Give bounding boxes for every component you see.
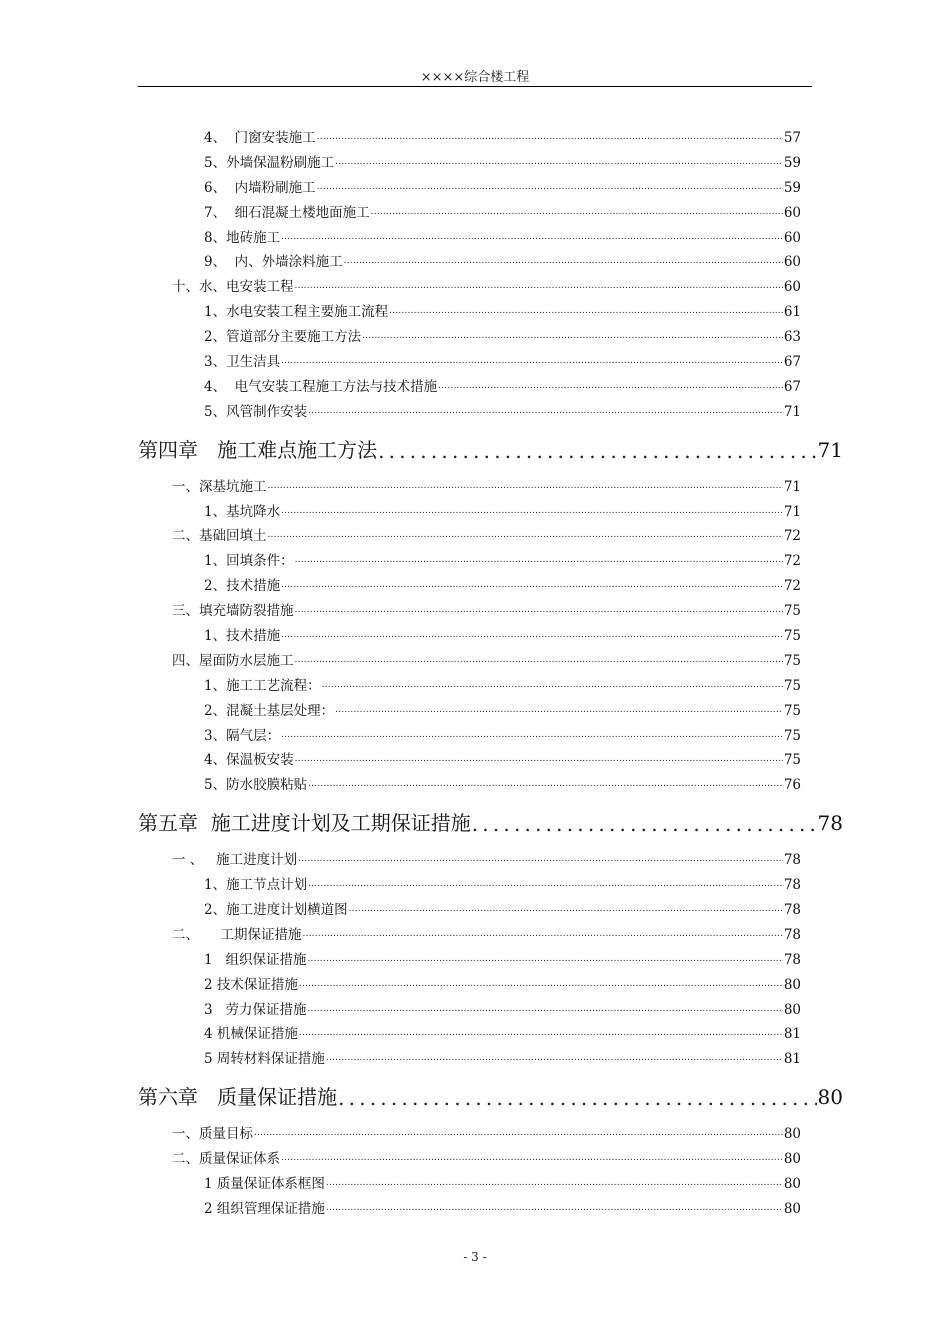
toc-entry-label: 5、外墙保温粉刷施工	[204, 154, 335, 171]
toc-entry[interactable]	[204, 898, 801, 923]
toc-entry-page-number: 67	[783, 354, 801, 370]
toc-entry-label: 4、保温板安装	[204, 752, 294, 769]
toc-entry-page-number: 78	[783, 951, 801, 968]
toc-chapter-entry[interactable]	[138, 804, 843, 842]
toc-entry-page-number: 78	[817, 811, 843, 836]
dot-leader	[295, 607, 783, 617]
toc-entry-page-number: 60	[783, 254, 801, 271]
toc-entry-label: 4、 电气安装工程施工方法与技术措施	[204, 378, 438, 395]
toc-entry[interactable]	[204, 549, 801, 574]
dot-leader	[317, 134, 783, 144]
toc-entry-label: 1、水电安装工程主要施工流程	[204, 304, 389, 321]
toc-entry[interactable]	[204, 226, 801, 251]
toc-entry-page-number: 75	[783, 752, 801, 769]
toc-entry-page-number: 59	[783, 154, 801, 171]
toc-entry[interactable]	[204, 724, 801, 749]
toc-entry[interactable]	[172, 599, 801, 624]
toc-entry-page-number: 75	[783, 628, 801, 645]
dot-leader	[326, 1205, 783, 1215]
toc-entry[interactable]	[204, 998, 801, 1023]
dot-leader	[295, 657, 783, 667]
dot-leader	[317, 184, 783, 194]
toc-entry[interactable]	[204, 325, 801, 350]
dot-leader	[389, 308, 783, 318]
toc-entry[interactable]	[204, 574, 801, 599]
toc-entry-label: 5、防水胶膜粘贴	[204, 777, 308, 794]
toc-entry[interactable]	[172, 848, 801, 873]
page-header-title: ××××综合楼工程	[420, 70, 530, 85]
dot-leader	[298, 856, 783, 866]
toc-entry-label: 三、填充墙防裂措施	[172, 603, 294, 620]
dot-leader	[281, 731, 783, 741]
toc-entry-page-number: 63	[783, 329, 801, 346]
dot-leader	[472, 819, 817, 833]
toc-entry-page-number: 60	[783, 279, 801, 296]
toc-entry[interactable]	[204, 1172, 801, 1197]
toc-entry-page-number: 71	[783, 403, 801, 420]
toc-entry[interactable]	[204, 400, 801, 425]
toc-entry[interactable]	[204, 674, 801, 699]
dot-leader	[281, 507, 783, 517]
dot-leader	[344, 258, 783, 268]
dot-leader	[308, 781, 783, 791]
toc-entry-page-number: 60	[783, 229, 801, 246]
toc-entry-label: 9、 内、外墙涂料施工	[204, 254, 343, 271]
toc-entry-label: 2 技术保证措施	[204, 976, 298, 993]
toc-entry[interactable]	[204, 1197, 801, 1222]
table-of-contents	[0, 126, 950, 1222]
dot-leader	[302, 931, 782, 941]
toc-entry-page-number: 75	[783, 652, 801, 669]
toc-entry-page-number: 78	[783, 877, 801, 894]
toc-entry-label: 第六章 质量保证措施	[138, 1085, 338, 1110]
toc-entry-label: 1、基坑降水	[204, 503, 281, 520]
toc-entry-label: 7、 细石混凝土楼地面施工	[204, 204, 370, 221]
toc-entry-label: 1、回填条件：	[204, 553, 294, 570]
dot-leader	[326, 1055, 783, 1065]
toc-entry-label: 1 组织保证措施	[204, 951, 307, 968]
toc-entry-page-number: 75	[783, 677, 801, 694]
toc-chapter-entry[interactable]	[138, 1078, 843, 1116]
toc-entry-label: 3、卫生洁具	[204, 354, 281, 370]
dot-leader	[268, 483, 783, 493]
toc-entry[interactable]	[204, 1047, 801, 1072]
toc-entry-label: 2、管道部分主要施工方法	[204, 329, 362, 346]
toc-entry[interactable]	[204, 375, 801, 400]
toc-entry-page-number: 57	[783, 129, 801, 146]
dot-leader	[281, 632, 783, 642]
dot-leader	[371, 209, 783, 219]
page-number-footer: - 3 -	[463, 1250, 487, 1264]
toc-entry-label: 2 组织管理保证措施	[204, 1200, 325, 1217]
toc-entry[interactable]	[204, 973, 801, 998]
toc-entry-label: 5、风管制作安装	[204, 403, 308, 420]
toc-entry[interactable]	[172, 475, 801, 500]
toc-chapter-entry[interactable]	[138, 431, 843, 469]
toc-entry-label: 4 机械保证措施	[204, 1026, 298, 1043]
toc-entry-page-number: 76	[783, 777, 801, 794]
toc-entry-page-number: 80	[783, 1001, 801, 1018]
dot-leader	[378, 446, 816, 460]
toc-entry[interactable]	[204, 201, 801, 226]
toc-entry[interactable]	[204, 948, 801, 973]
toc-entry[interactable]	[172, 275, 801, 300]
toc-entry-label: 一、深基坑施工	[172, 478, 267, 495]
toc-entry[interactable]	[204, 151, 801, 176]
toc-entry[interactable]	[204, 500, 801, 525]
toc-entry-label: 十、水、电安装工程	[172, 279, 294, 296]
toc-entry-page-number: 78	[783, 902, 801, 919]
toc-entry-label: 6、 内墙粉刷施工	[204, 179, 316, 196]
toc-entry-page-number: 80	[783, 1200, 801, 1217]
toc-entry-page-number: 72	[783, 578, 801, 595]
toc-entry-label: 1、技术措施	[204, 628, 281, 645]
toc-entry-label: 1、施工节点计划	[204, 877, 308, 894]
toc-entry-page-number: 60	[783, 204, 801, 221]
toc-entry[interactable]	[204, 250, 801, 275]
dot-leader	[295, 283, 783, 293]
toc-entry-label: 二、基础回填土	[172, 528, 267, 545]
header-rule	[138, 86, 812, 87]
toc-entry-page-number: 67	[783, 378, 801, 395]
dot-leader	[349, 906, 783, 916]
toc-entry-label: 3、隔气层：	[204, 727, 281, 744]
toc-entry-page-number: 72	[783, 553, 801, 570]
toc-entry-page-number: 75	[783, 702, 801, 719]
dot-leader	[308, 408, 783, 418]
dot-leader	[281, 1155, 783, 1165]
toc-entry-label: 二、质量保证体系	[172, 1151, 280, 1168]
toc-entry[interactable]	[172, 524, 801, 549]
dot-leader	[299, 981, 783, 991]
toc-entry-page-number: 71	[817, 437, 843, 462]
dot-leader	[299, 1030, 783, 1040]
toc-entry-page-number: 80	[817, 1085, 843, 1110]
toc-entry[interactable]	[204, 300, 801, 325]
dot-leader	[281, 358, 783, 368]
toc-entry[interactable]	[204, 773, 801, 798]
toc-entry-label: 1、施工工艺流程：	[204, 677, 321, 694]
dot-leader	[362, 333, 783, 343]
dot-leader	[438, 383, 783, 393]
dot-leader	[307, 1006, 782, 1016]
toc-entry[interactable]	[172, 649, 801, 674]
toc-entry-label: 第四章 施工难点施工方法	[138, 437, 378, 462]
toc-entry-page-number: 81	[783, 1051, 801, 1068]
dot-leader	[281, 582, 783, 592]
toc-entry-label: 四、屋面防水层施工	[172, 652, 294, 669]
dot-leader	[322, 682, 783, 692]
toc-entry[interactable]	[172, 923, 801, 948]
toc-entry-label: 4、 门窗安装施工	[204, 129, 316, 146]
dot-leader	[335, 707, 783, 717]
dot-leader	[295, 756, 783, 766]
toc-entry-label: 一、质量目标	[172, 1126, 253, 1143]
toc-entry-label: 5 周转材料保证措施	[204, 1051, 325, 1068]
toc-entry-page-number: 75	[783, 727, 801, 744]
toc-entry-page-number: 59	[783, 179, 801, 196]
dot-leader	[335, 159, 783, 169]
toc-entry[interactable]	[204, 873, 801, 898]
toc-entry-page-number: 80	[783, 1151, 801, 1168]
toc-entry-label: 一 、 施工进度计划	[172, 852, 298, 869]
toc-entry-label: 2、混凝土基层处理：	[204, 702, 335, 719]
dot-leader	[326, 1180, 783, 1190]
dot-leader	[307, 956, 782, 966]
toc-entry[interactable]	[204, 176, 801, 201]
toc-entry-page-number: 80	[783, 1126, 801, 1143]
toc-entry[interactable]	[204, 624, 801, 649]
toc-entry[interactable]	[204, 350, 801, 375]
toc-entry-page-number: 81	[783, 1026, 801, 1043]
toc-entry-page-number: 71	[783, 478, 801, 495]
toc-entry-label: 1 质量保证体系框图	[204, 1176, 325, 1193]
toc-entry[interactable]	[172, 1122, 801, 1147]
dot-leader	[338, 1093, 816, 1107]
toc-entry-page-number: 71	[783, 503, 801, 520]
toc-entry-page-number: 61	[783, 304, 801, 321]
toc-entry-page-number: 72	[783, 528, 801, 545]
toc-entry[interactable]	[172, 1147, 801, 1172]
dot-leader	[254, 1130, 783, 1140]
toc-entry-label: 8、地砖施工	[204, 229, 281, 246]
toc-entry-label: 3 劳力保证措施	[204, 1001, 307, 1018]
toc-entry-page-number: 80	[783, 1176, 801, 1193]
toc-entry-label: 二、 工期保证措施	[172, 926, 302, 943]
toc-entry[interactable]	[204, 699, 801, 724]
toc-entry-label: 第五章 施工进度计划及工期保证措施	[138, 811, 471, 836]
toc-entry-label: 2、技术措施	[204, 578, 281, 595]
toc-entry-page-number: 78	[783, 852, 801, 869]
toc-entry[interactable]	[204, 126, 801, 151]
toc-entry[interactable]	[204, 748, 801, 773]
toc-entry-page-number: 75	[783, 603, 801, 620]
toc-entry-page-number: 80	[783, 976, 801, 993]
toc-entry-page-number: 78	[783, 926, 801, 943]
dot-leader	[268, 532, 783, 542]
dot-leader	[308, 881, 783, 891]
toc-entry[interactable]	[204, 1023, 801, 1048]
dot-leader	[281, 233, 783, 243]
dot-leader	[295, 557, 783, 567]
toc-entry-label: 2、施工进度计划横道图	[204, 902, 348, 919]
